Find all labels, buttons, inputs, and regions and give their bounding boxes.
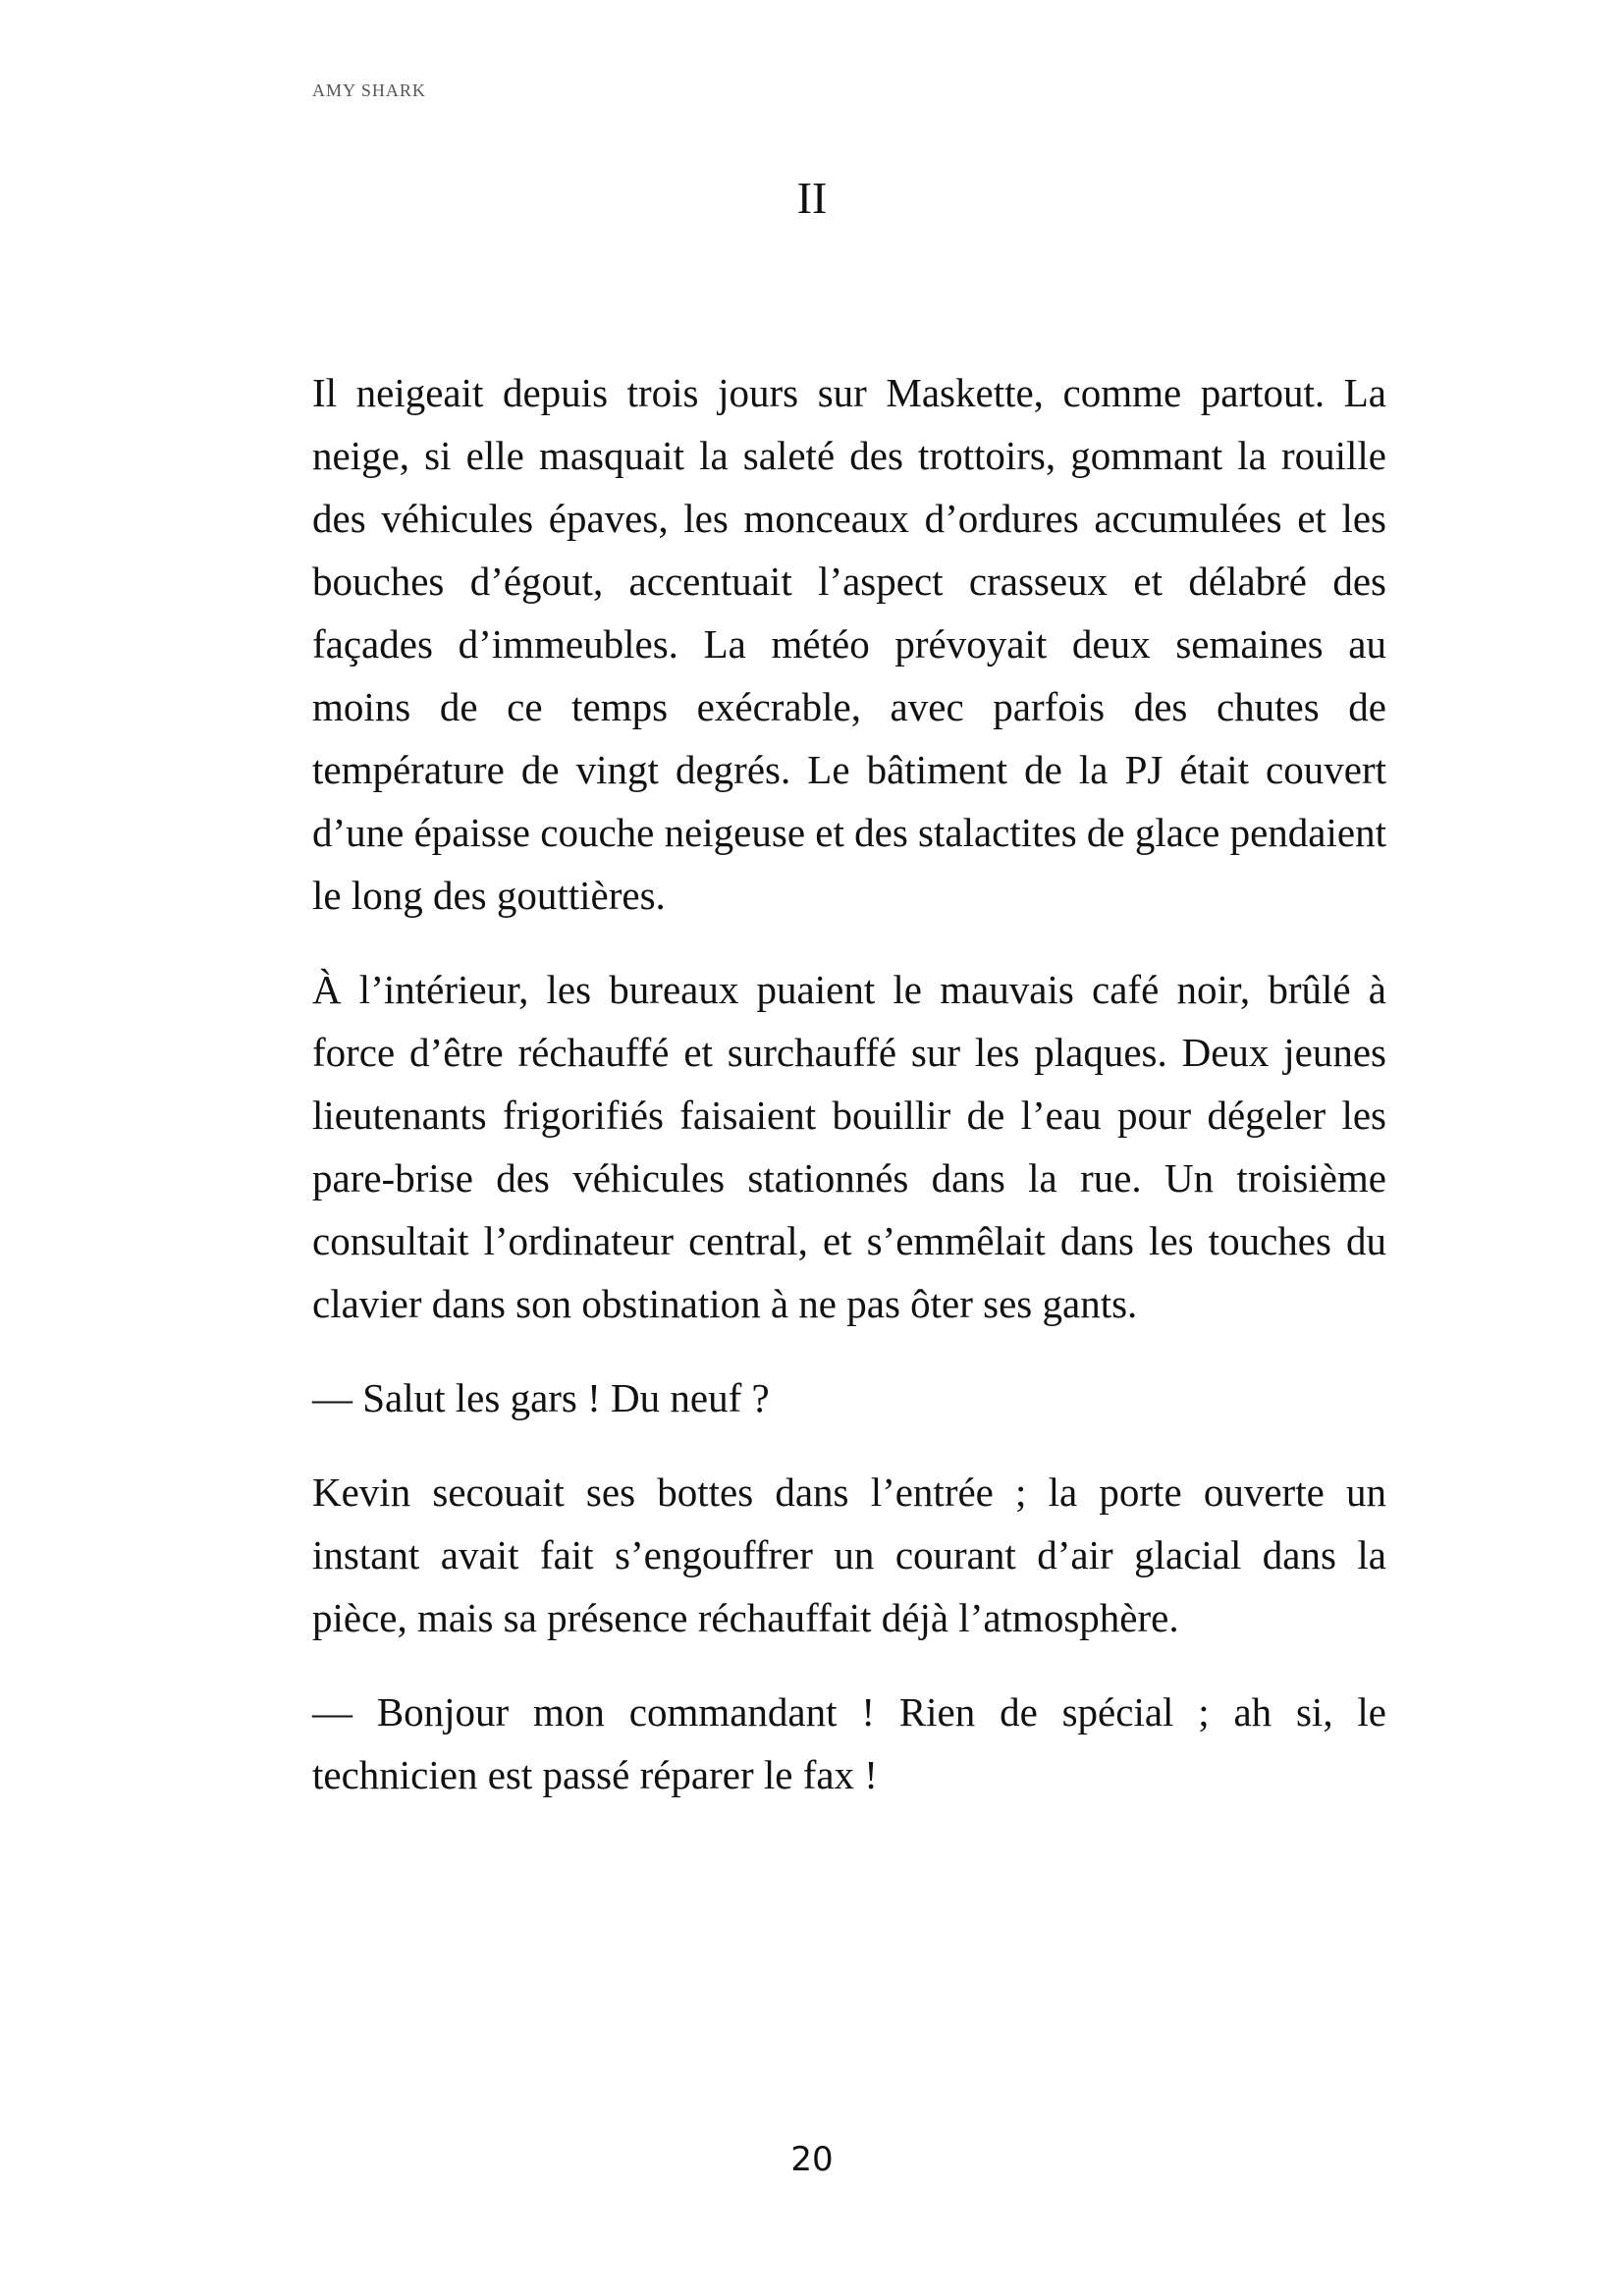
- page-number: 20: [790, 2140, 834, 2179]
- chapter-number: II: [796, 173, 828, 223]
- paragraph: Kevin secouait ses bottes dans l’entrée ; la porte ouverte un instant avait fait s’engouffrer un courant d’air glacial dans la pièce, mais sa présence réchauffait déjà l’atmosphère.: [312, 1469, 1386, 1640]
- dialogue-line: — Bonjour mon commandant ! Rien de spécial ; ah si, le technicien est passé réparer le fax !: [312, 1689, 1386, 1797]
- running-head-author: AMY SHARK: [312, 80, 426, 100]
- dialogue-line: — Salut les gars ! Du neuf ?: [312, 1375, 770, 1420]
- body-text: [312, 361, 1386, 1838]
- paragraph: À l’intérieur, les bureaux puaient le mauvais café noir, brûlé à force d’être réchauffé et surchauffé sur les plaques. Deux jeunes lieutenants frigorifiés faisaient bouillir de l’eau pour dégeler les pare-brise des véhicules stationnés dans la rue. Un troisième consultait l’ordinateur central, et s’emmêlait dans les touches du clavier dans son obstination à ne pas ôter ses gants.: [312, 967, 1386, 1326]
- paragraph: Il neigeait depuis trois jours sur Maskette, comme partout. La neige, si elle masquait la saleté des trottoirs, gommant la rouille des véhicules épaves, les monceaux d’ordures accumulées et les bouches d’égout, accentuait l’aspect crasseux et délabré des façades d’immeubles. La météo prévoyait deux semaines au moins de ce temps exécrable, avec parfois des chutes de température de vingt degrés. Le bâtiment de la PJ était couvert d’une épaisse couche neigeuse et des stalactites de glace pendaient le long des gouttières.: [312, 370, 1386, 918]
